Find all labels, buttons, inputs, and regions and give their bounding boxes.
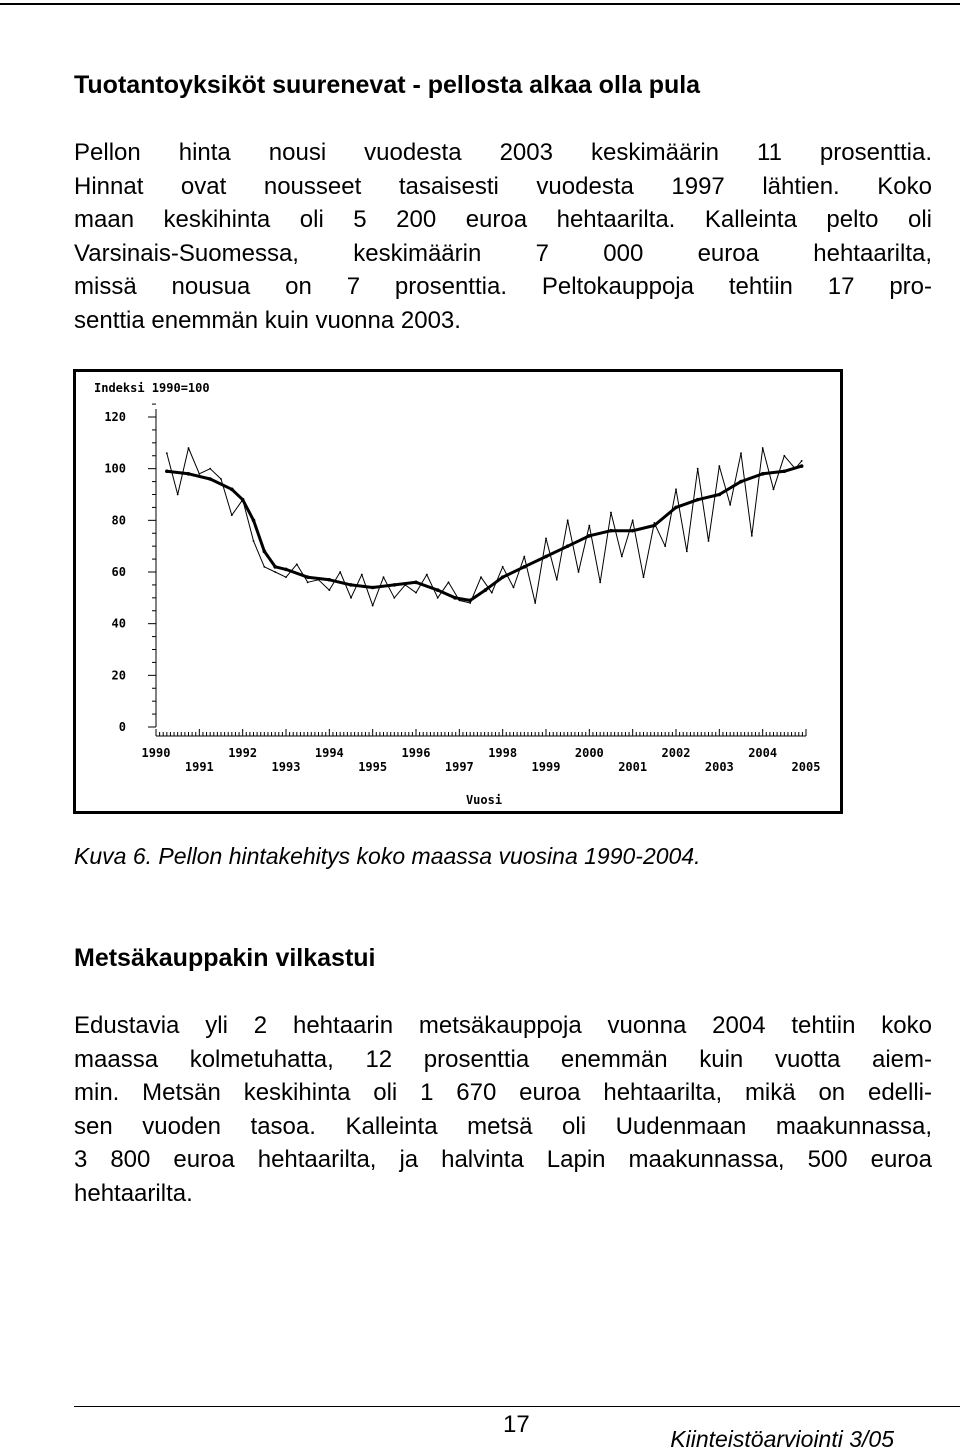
trend-point xyxy=(393,583,397,587)
trend-point xyxy=(544,555,548,559)
trend-point xyxy=(349,583,353,587)
footer-rule xyxy=(74,1406,960,1407)
top-rule xyxy=(0,3,960,5)
chart-axes xyxy=(104,404,820,774)
trend-point xyxy=(696,498,700,502)
trend-point xyxy=(414,581,418,585)
x-tick-label: 1992 xyxy=(228,746,258,760)
y-tick-label: 40 xyxy=(111,616,126,631)
index-line xyxy=(167,448,802,606)
trend-point xyxy=(328,578,332,582)
index-point xyxy=(513,587,515,589)
y-tick-label: 60 xyxy=(111,565,126,579)
text-line: Edustavia yli 2 hehtaarin metsäkauppoja vuonna 2004 tehtiin koko xyxy=(74,1012,932,1039)
trend-point xyxy=(208,477,212,481)
trend-point xyxy=(609,529,613,533)
index-point xyxy=(372,605,374,607)
x-tick-label: 1998 xyxy=(488,746,518,760)
index-point xyxy=(534,602,536,604)
index-point xyxy=(578,571,580,573)
x-tick-label: 1991 xyxy=(184,760,214,774)
trend-line xyxy=(167,466,802,600)
x-tick-label: 1994 xyxy=(314,746,344,760)
index-point xyxy=(783,455,785,457)
index-point xyxy=(220,478,222,480)
index-point xyxy=(469,602,471,604)
text-line: hehtaarilta. xyxy=(74,1179,193,1207)
section-heading-forest: Metsäkauppakin vilkastui xyxy=(74,944,376,972)
index-point xyxy=(556,579,558,581)
index-point xyxy=(426,574,428,576)
trend-point xyxy=(241,498,245,502)
index-point xyxy=(285,576,287,578)
text-line: Pellon hinta nousi vuodesta 2003 keskimäärin 11 prosenttia. xyxy=(74,139,932,166)
index-point xyxy=(177,494,179,496)
index-point xyxy=(383,576,385,578)
text-line: maassa kolmetuhatta, 12 prosenttia enemmän kuin vuotta aiem- xyxy=(74,1045,932,1073)
index-point xyxy=(567,519,569,521)
x-tick-label: 2004 xyxy=(748,746,778,760)
trend-point xyxy=(165,469,169,473)
trend-point xyxy=(761,472,765,476)
trend-point xyxy=(588,534,592,538)
index-point xyxy=(675,488,677,490)
text-line: sen vuoden tasoa. Kalleinta metsä oli Uudenmaan maakunnassa, xyxy=(74,1112,932,1140)
index-point xyxy=(491,592,493,594)
index-point xyxy=(209,468,211,470)
section-heading-fields: Tuotantoyksiköt suurenevat - pellosta alkaa olla pula xyxy=(74,71,701,99)
trend-point xyxy=(653,524,657,528)
index-point xyxy=(188,447,190,449)
index-point xyxy=(263,566,265,568)
index-point xyxy=(166,452,168,454)
index-point xyxy=(697,468,699,470)
trend-point xyxy=(501,575,505,579)
index-point xyxy=(545,538,547,540)
chart-series xyxy=(165,447,803,606)
index-point xyxy=(361,574,363,576)
index-point xyxy=(599,581,601,583)
paragraph-forest-prices xyxy=(74,1009,932,1210)
journal-name: Kiinteistöarviointi 3/05 xyxy=(670,1426,894,1452)
index-point xyxy=(448,581,450,583)
trend-point xyxy=(273,565,277,569)
x-tick-label: 1993 xyxy=(271,760,301,774)
index-point xyxy=(231,514,233,516)
text-line: senttia enemmän kuin vuonna 2003. xyxy=(74,306,461,334)
trend-point xyxy=(284,568,288,572)
trend-point xyxy=(230,488,234,492)
y-tick-label: 0 xyxy=(118,720,126,734)
index-point xyxy=(610,512,612,514)
index-point xyxy=(729,504,731,506)
index-point xyxy=(415,592,417,594)
index-point xyxy=(643,576,645,578)
index-point xyxy=(296,563,298,565)
trend-point xyxy=(187,472,191,476)
trend-point xyxy=(631,529,635,533)
trend-point xyxy=(674,506,678,510)
index-point xyxy=(588,525,590,527)
x-tick-label: 1990 xyxy=(141,746,171,760)
x-tick-label: 1995 xyxy=(358,760,388,774)
text-line: Varsinais-Suomessa, keskimäärin 7 000 euroa hehtaarilta, xyxy=(74,239,932,267)
text-line: missä nousua on 7 prosenttia. Peltokauppoja tehtiin 17 pro- xyxy=(74,273,932,300)
index-point xyxy=(621,556,623,558)
trend-point xyxy=(436,588,440,592)
index-point xyxy=(328,589,330,591)
x-tick-label: 2001 xyxy=(618,760,648,774)
trend-point xyxy=(371,586,375,590)
trend-point xyxy=(453,596,457,600)
index-point xyxy=(198,473,200,475)
text-line: maan keskihinta oli 5 200 euroa hehtaarilta. Kalleinta pelto oli xyxy=(74,206,932,233)
index-point xyxy=(523,556,525,558)
index-point xyxy=(307,581,309,583)
index-point xyxy=(339,571,341,573)
chart-title: Indeksi 1990=100 xyxy=(94,381,210,395)
figure-caption: Kuva 6. Pellon hintakehitys koko maassa vuosina 1990-2004. xyxy=(74,843,701,869)
x-tick-label: 2003 xyxy=(704,760,734,774)
index-point xyxy=(350,597,352,599)
trend-point xyxy=(468,599,472,603)
y-tick-label: 120 xyxy=(104,410,126,424)
index-point xyxy=(751,535,753,537)
trend-point xyxy=(800,464,804,468)
index-point xyxy=(740,452,742,454)
y-tick-label: 20 xyxy=(111,668,126,683)
index-point xyxy=(664,545,666,547)
index-point xyxy=(437,597,439,599)
y-tick-label: 100 xyxy=(104,461,126,476)
trend-point xyxy=(718,493,722,497)
index-point xyxy=(762,447,764,449)
figure-chart xyxy=(73,369,843,814)
trend-point xyxy=(306,575,310,579)
index-point xyxy=(718,465,720,467)
text-line: min. Metsän keskihinta oli 1 670 euroa hehtaarilta, mikä on edelli- xyxy=(74,1079,932,1106)
text-line: Hinnat ovat nousseet tasaisesti vuodesta 1997 lähtien. Koko xyxy=(74,172,932,200)
index-point xyxy=(801,460,803,462)
x-tick-label: 1996 xyxy=(401,746,431,760)
trend-point xyxy=(783,469,787,473)
price-index-chart xyxy=(76,372,840,811)
trend-point xyxy=(484,588,488,592)
index-point xyxy=(253,540,255,542)
trend-point xyxy=(523,565,527,569)
x-axis-label: Vuosi xyxy=(465,793,503,807)
index-point xyxy=(773,488,775,490)
index-point xyxy=(393,597,395,599)
index-point xyxy=(480,576,482,578)
index-point xyxy=(502,566,504,568)
x-tick-label: 1999 xyxy=(531,760,561,774)
page-number: 17 xyxy=(503,1411,530,1438)
index-point xyxy=(686,550,688,552)
index-point xyxy=(274,571,276,573)
paragraph-field-prices xyxy=(74,136,932,337)
trend-point xyxy=(566,544,570,548)
text-line: 3 800 euroa hehtaarilta, ja halvinta Lapin maakunnassa, 500 euroa xyxy=(74,1146,932,1173)
trend-point xyxy=(263,550,267,554)
y-tick-label: 80 xyxy=(111,513,126,528)
index-point xyxy=(708,540,710,542)
x-tick-label: 1997 xyxy=(444,760,474,774)
x-tick-label: 2000 xyxy=(574,746,604,760)
index-point xyxy=(632,519,634,521)
trend-point xyxy=(739,480,743,484)
x-tick-label: 2005 xyxy=(791,760,821,774)
trend-point xyxy=(252,519,256,523)
x-tick-label: 2002 xyxy=(661,746,691,760)
